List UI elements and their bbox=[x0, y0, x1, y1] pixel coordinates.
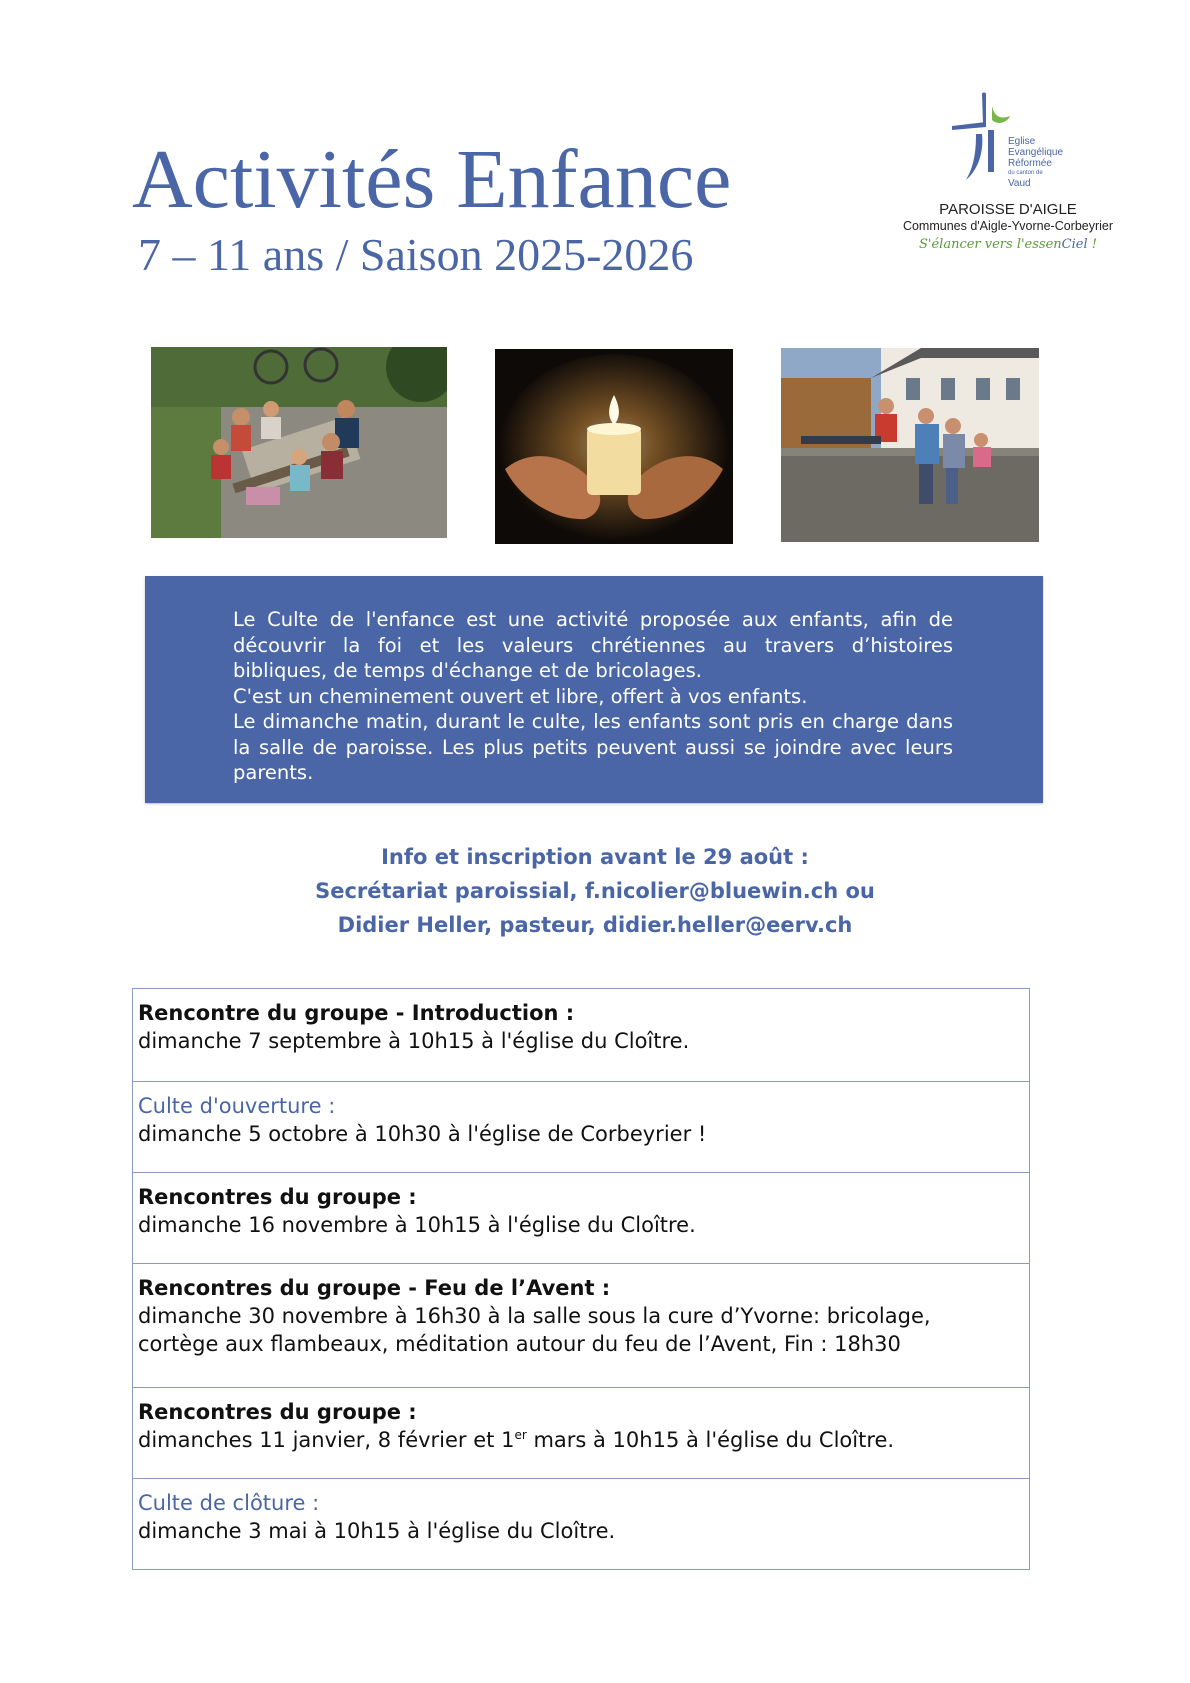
schedule-details: dimanches 11 janvier, 8 février et 1er mars à 10h15 à l'église du Cloître. bbox=[138, 1428, 895, 1452]
schedule-details: cortège aux flambeaux, méditation autour du feu de l’Avent, Fin : 18h30 bbox=[138, 1332, 901, 1356]
intro-box bbox=[145, 576, 1043, 803]
schedule-details: dimanche 3 mai à 10h15 à l'église du Cloître. bbox=[138, 1519, 616, 1543]
schedule-heading: Rencontres du groupe - Feu de l’Avent : bbox=[138, 1276, 611, 1300]
schedule-row bbox=[133, 989, 1029, 1081]
schedule-row bbox=[133, 1263, 1029, 1387]
schedule-row bbox=[133, 1478, 1029, 1569]
children-on-wall-photo bbox=[781, 348, 1039, 542]
schedule-heading: Rencontre du groupe - Introduction : bbox=[138, 1001, 575, 1025]
page-subtitle: 7 – 11 ans / Saison 2025-2026 bbox=[138, 229, 694, 280]
secretariat-contact: Secrétariat paroissial, f.nicolier@bluewin.ch ou bbox=[315, 879, 875, 903]
schedule-heading: Rencontres du groupe : bbox=[138, 1400, 417, 1424]
registration-deadline: Info et inscription avant le 29 août : bbox=[381, 845, 809, 869]
church-name: Eglise Evangélique Réformée du canton de Vaud bbox=[1008, 136, 1064, 189]
registration-info bbox=[0, 840, 1190, 942]
schedule-row bbox=[133, 1387, 1029, 1478]
schedule-details: dimanche 30 novembre à 16h30 à la salle sous la cure d’Yvorne: bricolage, bbox=[138, 1304, 931, 1328]
schedule-table bbox=[132, 988, 1030, 1570]
schedule-heading: Rencontres du groupe : bbox=[138, 1185, 417, 1209]
schedule-heading: Culte de clôture : bbox=[138, 1491, 320, 1515]
schedule-details: dimanche 16 novembre à 10h15 à l'église du Cloître. bbox=[138, 1213, 696, 1237]
parish-logo bbox=[896, 90, 1120, 260]
schedule-row bbox=[133, 1081, 1029, 1172]
schedule-row bbox=[133, 1172, 1029, 1263]
intro-text: Le Culte de l'enfance est une activité proposée aux enfants, afin de découvrir la foi et les valeurs chrétiennes au travers d’histoires bibliques, de temps d'échange et de bricolages. C'est un cheminement ouvert et libre, offert à vos enfants. Le dimanche matin, durant le culte, les enfants sont pris en charge dans la salle de paroisse. Les plus petits peuvent aussi se joindre avec leurs parents. bbox=[233, 608, 953, 784]
schedule-details: dimanche 7 septembre à 10h15 à l'église du Cloître. bbox=[138, 1029, 690, 1053]
schedule-heading: Culte d'ouverture : bbox=[138, 1094, 336, 1118]
page-title: Activités Enfance bbox=[132, 133, 732, 226]
motto-text: S'élancer vers l'essenCiel ! bbox=[919, 237, 1097, 252]
candle-in-hands-photo bbox=[495, 349, 733, 544]
parish-name: PAROISSE D'AIGLE bbox=[939, 201, 1077, 218]
schedule-details: dimanche 5 octobre à 10h30 à l'église de Corbeyrier ! bbox=[138, 1122, 707, 1146]
pastor-contact: Didier Heller, pasteur, didier.heller@eerv.ch bbox=[337, 913, 853, 937]
communes-text: Communes d'Aigle-Yvorne-Corbeyrier bbox=[902, 219, 1114, 233]
children-picnic-photo bbox=[151, 347, 447, 538]
